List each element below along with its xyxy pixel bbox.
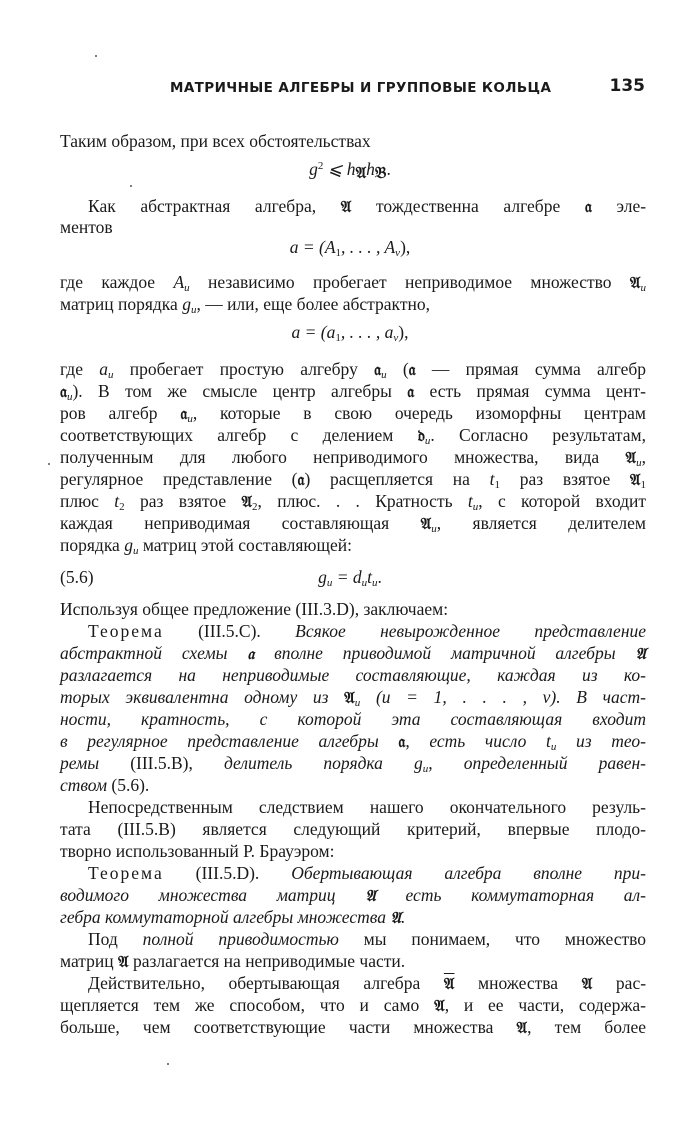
theorem-line: ности, кратность, с которой эта составляющая входит — [60, 709, 646, 729]
text-line: полученным для любого неприводимого множества, вида 𝔄$_u$, — [60, 447, 647, 469]
speck — [167, 1063, 169, 1065]
speck — [95, 55, 97, 57]
text-line: ров алгебр 𝔞$_u$, которые в свою очередь изоморфны центрам — [60, 403, 646, 425]
text-line: порядка $g_u$ матриц этой составляющей: — [60, 535, 352, 557]
text-line: Непосредственным следствием нашего окончательного резуль- — [88, 797, 646, 817]
equation-5-6: $g_u = d_ut_u$. — [318, 567, 382, 589]
text-line: каждая неприводимая составляющая 𝔄$_u$, является делителем — [60, 513, 647, 535]
text-line: соответствующих алгебр с делением 𝔡$_u$. Согласно результатам, — [60, 425, 646, 447]
text-line: плюс $t_2$ раз взятое 𝔄$_2$, плюс. . . Кратность $t_u$, с которой входит — [60, 491, 647, 513]
theorem-line: в регулярное представление алгебры 𝔞, есть число $t_u$ из тео- — [60, 731, 646, 753]
text-line: больше, чем соответствующие части множества 𝔄, тем более — [60, 1017, 646, 1037]
theorem-line: торых эквивалентна одному из 𝔄$_u$ (u = 1, . . . , v). В част- — [60, 687, 646, 709]
theorem-line: Теорема (III.5.C). Всякое невырожденное представление — [88, 621, 647, 641]
speck — [130, 185, 132, 187]
text-line: где каждое $A_u$ независимо пробегает неприводимое множество 𝔄$_u$ — [60, 272, 647, 294]
running-header — [170, 78, 645, 100]
text-line: Используя общее предложение (III.3.D), заключаем: — [60, 599, 449, 619]
theorem-line: ремы (III.5.B), делитель порядка $g_u$, определенный равен- — [60, 753, 646, 775]
equation-label: (5.6) — [60, 567, 94, 587]
text-line: творно использованный Р. Брауэром: — [60, 841, 335, 861]
theorem-line: водимого множества матриц 𝔄 есть коммутаторная ал- — [60, 885, 647, 905]
theorem-heading: Теорема — [88, 863, 164, 883]
running-title: МАТРИЧНЫЕ АЛГЕБРЫ И ГРУППОВЫЕ КОЛЬЦА — [170, 80, 552, 96]
equation-a-a: $a = (a_1$, . . . , $a_v$), — [291, 322, 409, 344]
text-line: матриц 𝔄 разлагается на неприводимые части. — [60, 951, 406, 971]
theorem-line: гебра коммутаторной алгебры множества 𝔄. — [60, 907, 406, 927]
text-line: Под полной приводимостью мы понимаем, что множество — [88, 929, 646, 949]
equation-a-A: $a = (A_1$, . . . , $A_v$), — [289, 237, 411, 259]
text-line: 𝔞$_u$). В том же смысле центр алгебры 𝔞 есть прямая сумма цент- — [60, 381, 647, 403]
text-line: где $a_u$ пробегает простую алгебру 𝔞$_u$ (𝔞 — прямая сумма алгебр — [60, 359, 646, 381]
speck — [48, 463, 50, 465]
text-line: регулярное представление (𝔞) расщепляется на $t_1$ раз взятое 𝔄$_1$ — [60, 469, 647, 491]
text-line: Действительно, обертывающая алгебра 𝔄 множества 𝔄 рас- — [88, 973, 647, 993]
text-line: матриц порядка $g_u$, — или, еще более абстрактно, — [60, 294, 430, 316]
theorem-line: разлагается на неприводимые составляющие, каждая из ко- — [60, 665, 646, 685]
inequality-formula: $g^2$ ⩽ $h_𝔄h_𝔅$. — [309, 159, 391, 182]
theorem-line: ством (5.6). — [60, 775, 150, 795]
text-line: Таким образом, при всех обстоятельствах — [60, 131, 371, 151]
theorem-heading: Теорема — [88, 621, 164, 641]
page-number: 135 — [609, 76, 645, 96]
text-line: тата (III.5.B) является следующий критерий, впервые плодо- — [60, 819, 646, 839]
theorem-line: абстрактной схемы 𝔞 вполне приводимой матричной алгебры 𝔄 — [60, 643, 647, 663]
theorem-line: Теорема (III.5.D). Обертывающая алгебра вполне при- — [88, 863, 646, 883]
text-line: Как абстрактная алгебра, 𝔄 тождественна алгебре 𝔞 эле- — [88, 196, 647, 216]
text-line: щепляется тем же способом, что и само 𝔄, и ее части, содержа- — [60, 995, 647, 1015]
text-line: ментов — [60, 217, 113, 237]
